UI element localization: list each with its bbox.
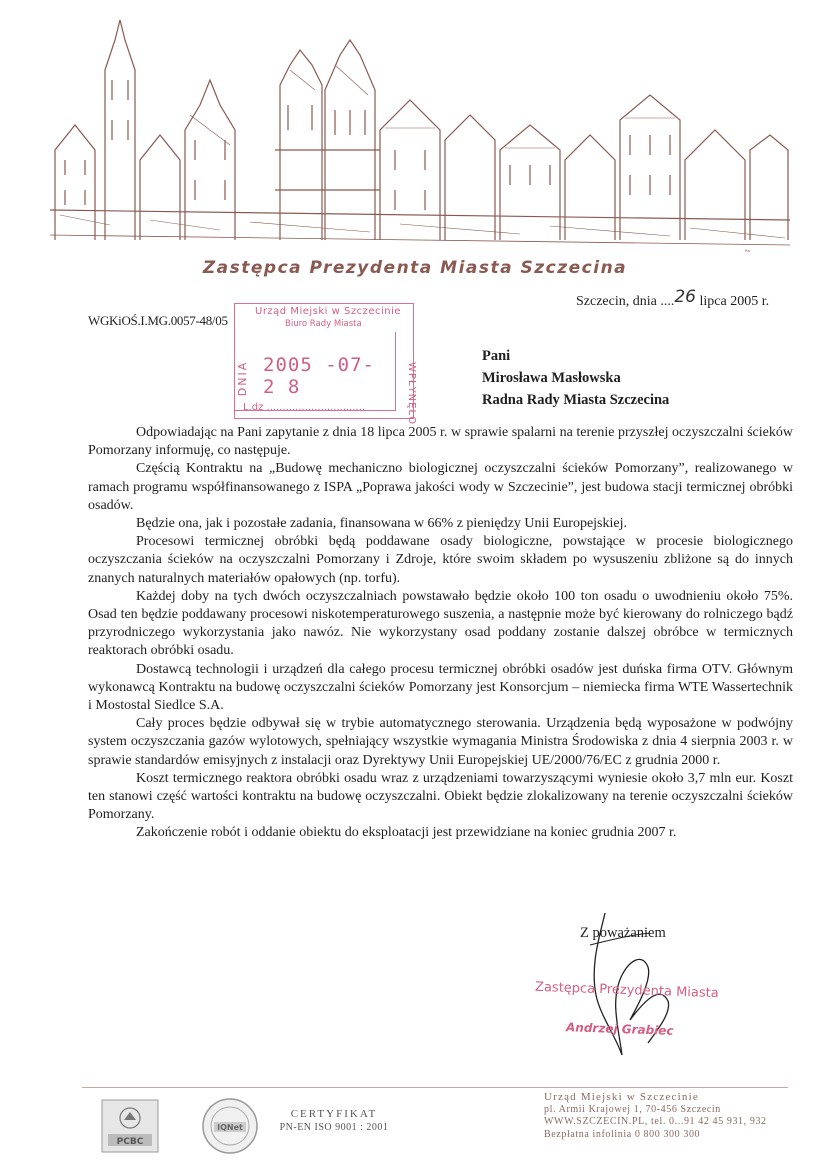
- certificate-standard: PN-EN ISO 9001 : 2001: [279, 1122, 389, 1133]
- stamp-dnia: DNIA: [236, 360, 250, 397]
- office-hotline: Bezpłatna infolinia 0 800 300 300: [544, 1128, 701, 1140]
- stamp-date: 2005 -07- 2 8: [263, 354, 375, 398]
- closing-phrase: Z poważaniem: [580, 925, 666, 941]
- stamp-ldz: L.dz ...............................: [243, 402, 366, 413]
- stamp-dept: Biuro Rady Miasta: [285, 319, 362, 329]
- certificate-info: [268, 1108, 400, 1133]
- office-name: Urząd Miejski w Szczecinie: [544, 1091, 699, 1103]
- office-contact: [544, 1091, 767, 1141]
- registry-stamp: [234, 303, 417, 425]
- body-paragraph: Każdej doby na tych dwóch oczyszczalniach powstawało będzie około 100 ton osadu o uwodnieniu około 75%. Osad ten będzie poddawany procesowi niskotemperaturowego suszenia, a następnie może być kierowany do rolniczego bądź przyrodniczego wykorzystania jako nawóz. Nie wykorzystany osad poddany zostanie dalszej obróbce w termicznych reaktorach obróbki osadu.: [88, 588, 793, 659]
- place-date-suffix: lipca 2005 r.: [699, 294, 770, 309]
- artist-signature: ᴿᵃ: [745, 249, 750, 255]
- office-address: pl. Armii Krajowej 1, 70-456 Szczecin: [544, 1103, 721, 1115]
- stamp-side-label: WPŁYNĘŁO: [405, 362, 417, 425]
- svg-text:IQNet: IQNet: [217, 1123, 243, 1132]
- stamp-inner-box: [235, 332, 417, 425]
- place-date-day: 26: [674, 287, 696, 307]
- signatory-role-stamp: Zastępca Prezydenta Miasta: [534, 979, 719, 1002]
- office-web-phone: WWW.SZCZECIN.PL, tel. 0...91 42 45 931, 932: [544, 1116, 767, 1127]
- addressee-salutation: Pani: [482, 348, 511, 364]
- addressee-name: Mirosława Masłowska: [482, 370, 621, 386]
- pcbc-certification-logo: [100, 1098, 160, 1154]
- place-date-prefix: Szczecin, dnia: [576, 294, 657, 309]
- footer-divider: [82, 1087, 788, 1088]
- reference-number: WGKiOŚ.I.MG.0057-48/05: [88, 313, 228, 328]
- addressee-title: Radna Rady Miasta Szczecina: [482, 392, 670, 408]
- signatory-name-stamp: Andrzej Grabiec: [565, 1020, 674, 1038]
- body-paragraph: Odpowiadając na Pani zapytanie z dnia 18 lipca 2005 r. w sprawie spalarni na terenie przyszłej oczyszczalni ścieków Pomorzany informuję, co następuje.: [88, 425, 793, 459]
- body-paragraph: Dostawcą technologii i urządzeń dla całego procesu termicznej obróbki osadów jest duńska firma OTV. Głównym wykonawcą Kontraktu na budowę oczyszczalni ścieków Pomorzany jest Konsorcjum – niemiecka firma WTE Wassertechnik i Mostostal Siedlce S.A.: [88, 661, 793, 714]
- stamp-office: Urząd Miejski w Szczecinie: [255, 306, 402, 317]
- iqnet-certification-logo: [200, 1096, 260, 1156]
- body-paragraph: Koszt termicznego reaktora obróbki osadu wraz z urządzeniami towarzyszącymi wyniesie około 3,7 mln eur. Koszt ten stanowi część wartości kontraktu na budowę oczyszczalni. Obiekt będzie zlokalizowany na terenie oczyszczalni ścieków Pomorzany.: [88, 770, 793, 823]
- addressee-block: [482, 345, 669, 411]
- body-paragraph: Będzie ona, jak i pozostałe zadania, finansowana w 66% z pieniędzy Unii Europejskiej.: [136, 516, 627, 532]
- place-date: [576, 287, 770, 310]
- body-paragraph: Zakończenie robót i oddanie obiektu do eksploatacji jest przewidziane na koniec grudnia 2007 r.: [136, 825, 677, 841]
- body-paragraph: Częścią Kontraktu na „Budowę mechaniczno biologicznej oczyszczalni ścieków Pomorzany”, realizowanego w ramach programu współfinansowanego z ISPA „Poprawa jakości wody w Szczecinie”, jest budowa stacji termicznej obróbki osadów.: [88, 461, 793, 513]
- place-date-dots: ....: [660, 294, 675, 309]
- szczecin-skyline-illustration: [50, 10, 790, 255]
- header-title: Zastępca Prezydenta Miasta Szczecina: [202, 258, 628, 278]
- certificate-title: CERTYFIKAT: [290, 1108, 378, 1120]
- letter-body: [88, 424, 793, 843]
- body-paragraph: Cały proces będzie odbywał się w trybie automatycznego sterowania. Urządzenia będą wyposażone w podwójny system oczyszczania gazów wylotowych, spełniający wszystkie wymagania Ministra Środowiska z dnia 4 sierpnia 2003 r. w sprawie standardów emisyjnych z instalacji oraz Dyrektywy Unii Europejskiej UE/2000/76/EC z grudnia 2000 r.: [88, 716, 793, 768]
- body-paragraph: Procesowi termicznej obróbki będą poddawane osady biologiczne, powstające w procesie biologicznego oczyszczania ścieków na oczyszczalni Pomorzany i Zdroje, które swoim składem po wysuszeniu zbliżone są do innych znanych naturalnych materiałów opałowych (np. torfu).: [88, 534, 793, 586]
- svg-text:PCBC: PCBC: [116, 1137, 144, 1147]
